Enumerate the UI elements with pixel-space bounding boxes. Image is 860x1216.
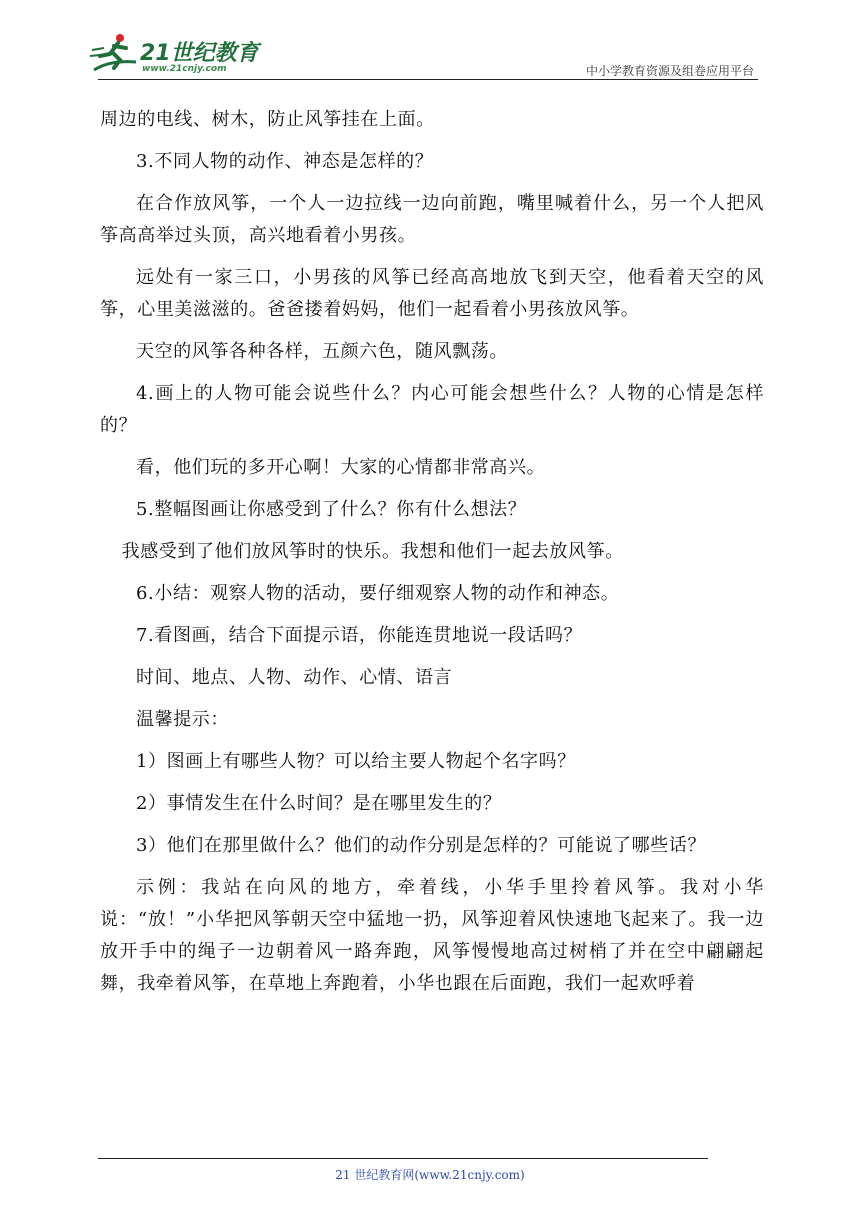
tips-heading: 温馨提示： [136,709,229,730]
summary-6: 6.小结：观察人物的活动，要仔细观察人物的动作和神态。 [136,583,620,604]
site-logo[interactable] [90,30,270,80]
question-7: 7.看图画，结合下面提示语，你能连贯地说一段话吗？ [136,625,583,646]
paragraph-3: 远处有一家三口，小男孩的风筝已经高高地放飞到天空，他看着天空的风筝，心里美滋滋的。爸爸搂着妈妈，他们一起看着小男孩放风筝。 [100,267,764,320]
page-header [0,0,860,80]
paragraph-4: 天空的风筝各种各样，五颜六色，随风飘荡。 [136,341,508,362]
paragraph-8: 我感受到了他们放风筝时的快乐。我想和他们一起去放风筝。 [121,541,624,562]
header-divider [98,79,758,80]
question-3: 3.不同人物的动作、神态是怎样的？ [136,151,434,172]
logo-url: www.21cnjy.com [142,64,227,74]
paragraph-6: 看，他们玩的多开心啊！大家的心情都非常高兴。 [136,457,546,478]
example-paragraph: 示例：我站在向风的地方，牵着线，小华手里拎着风筝。我对小华说：“放！”小华把风筝朝天空中猛地一扔，风筝迎着风快速地飞起来了。我一边放开手中的绳子一边朝着风一路奔跑，风筝慢慢地高过树梢了并在空中翩翩起舞，我牵着风筝，在草地上奔跑着，小华也跟在后面跑，我们一起欢呼着 [100,877,764,994]
paragraph-0: 周边的电线、树木，防止风筝挂在上面。 [100,109,435,130]
footer-link[interactable]: 21 世纪教育网(www.21cnjy.com) [335,1168,525,1182]
platform-title: 中小学教育资源及组卷应用平台 [585,64,754,78]
runner-logo-icon [90,30,144,74]
paragraph-2: 在合作放风筝，一个人一边拉线一边向前跑，嘴里喊着什么，另一个人把风筝高高举过头顶，高兴地看着小男孩。 [100,193,764,246]
question-4: 4.画上的人物可能会说些什么？内心可能会想些什么？人物的心情是怎样的？ [100,383,764,436]
logo-text: 21世纪教育 [140,41,259,66]
footer-divider [98,1158,708,1159]
tip-2: 2）事情发生在什么时间？是在哪里发生的？ [136,793,502,814]
prompt-words: 时间、地点、人物、动作、心情、语言 [136,667,453,688]
tip-3: 3）他们在那里做什么？他们的动作分别是怎样的？可能说了哪些话？ [136,835,707,856]
document-body [100,104,764,1010]
tip-1: 1）图画上有哪些人物？可以给主要人物起个名字吗？ [136,751,576,772]
question-5: 5.整幅图画让你感受到了什么？你有什么想法？ [136,499,527,520]
